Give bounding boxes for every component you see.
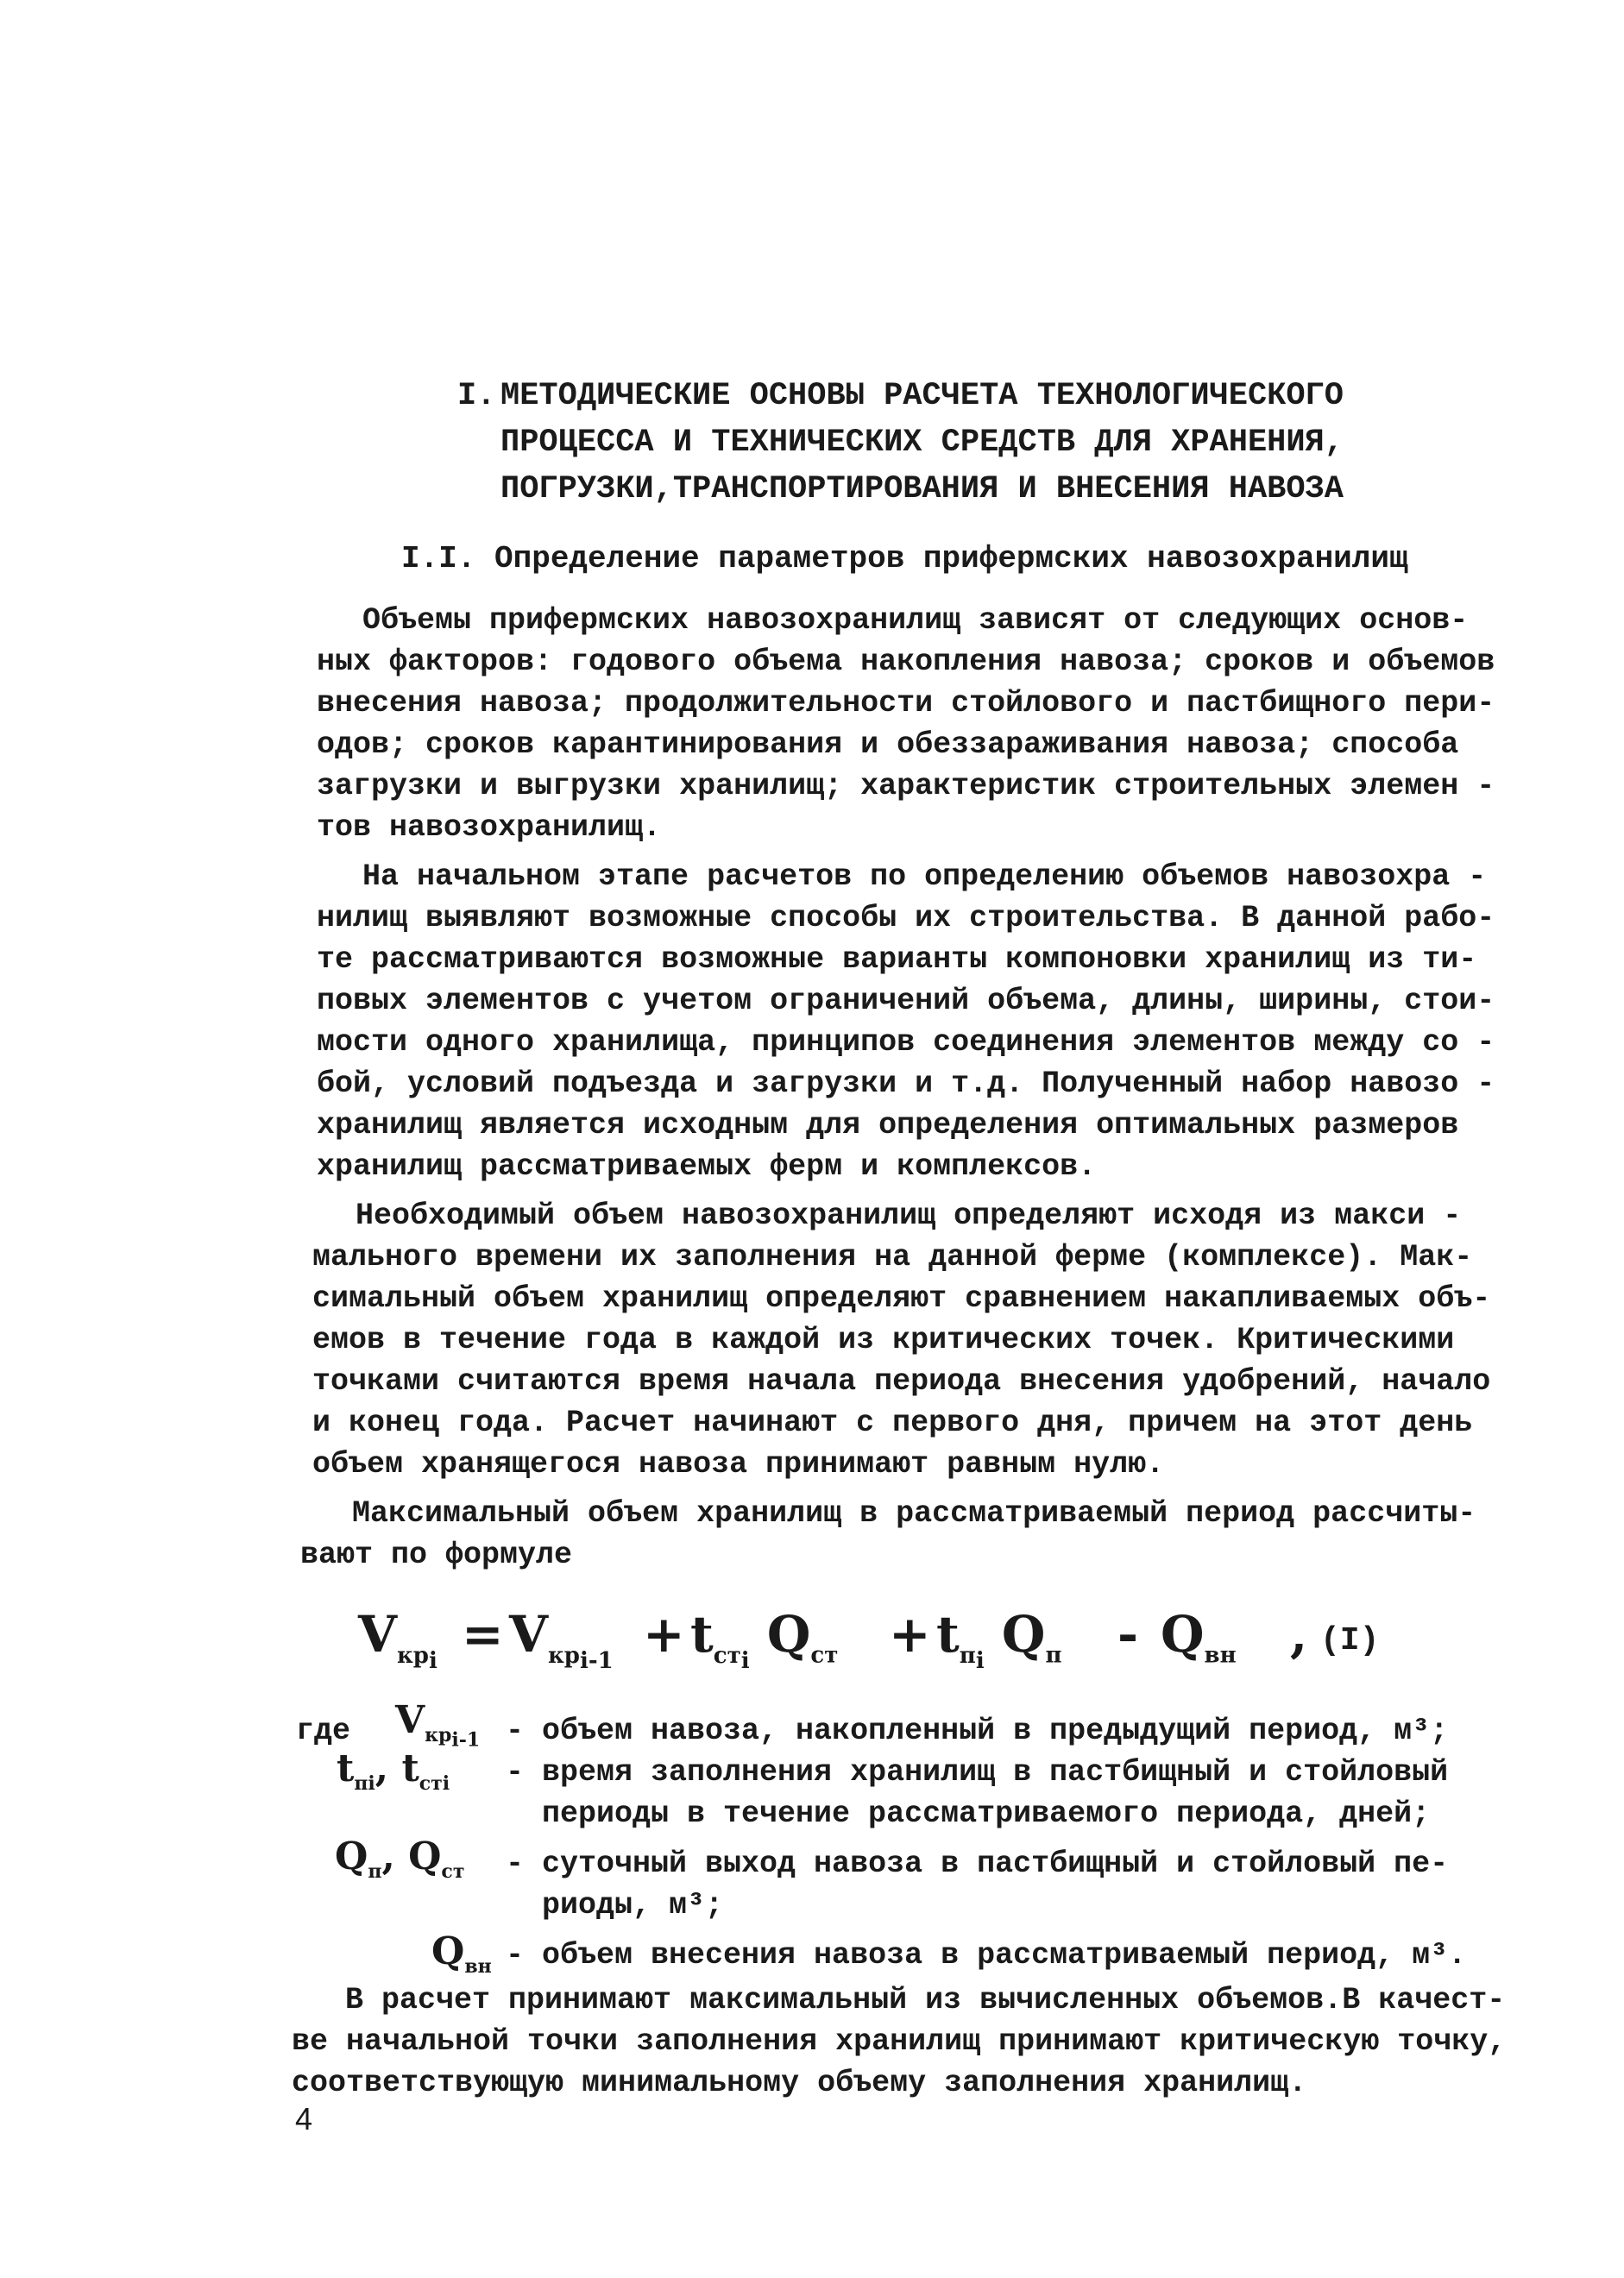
paragraph-2-line-6: бой, условий подъезда и загрузки и т.д. Полученный набор навозо - (317, 1067, 1495, 1101)
paragraph-3-line-4: емов в течение года в каждой из критических точек. Критическими (312, 1323, 1455, 1357)
paragraph-3-line-5: точками считаются время начала периода внесения удобрений, начало (312, 1364, 1491, 1399)
paragraph-2-line-4: повых элементов с учетом ограничений объема, длины, ширины, стои- (317, 984, 1495, 1018)
paragraph-1-line-6: тов навозохранилищ. (317, 810, 662, 845)
paragraph-3-line-1: Необходимый объем навозохранилищ определяют исходя из макси - (356, 1199, 1462, 1233)
paragraph-1-line-2: ных факторов: годового объема накопления навоза; сроков и объемов (317, 645, 1495, 679)
formula-term-4: $Q_{вн}$ (1161, 1605, 1237, 1669)
formula-number: (I) (1320, 1622, 1380, 1659)
formula-term-2: $t_{ст_i}$ $Q_{ст}$ (690, 1605, 839, 1674)
paragraph-1-line-5: загрузки и выгрузки хранилищ; характеристик строительных элемен - (317, 769, 1495, 803)
formula-minus: - (1117, 1605, 1139, 1664)
closing-line-3: соответствующую минимальному объему заполнения хранилищ. (292, 2066, 1307, 2100)
section-heading: I.I. Определение параметров прифермских навозохранилищ (401, 541, 1408, 576)
chapter-title-line-2: ПРОЦЕССА И ТЕХНИЧЕСКИХ СРЕДСТВ ДЛЯ ХРАНЕНИЯ, (500, 425, 1344, 461)
formula-comma: , (1290, 1605, 1308, 1664)
paragraph-4-line-1: Максимальный объем хранилищ в рассматриваемый период рассчиты- (352, 1496, 1476, 1531)
paragraph-2-line-3: те рассматриваются возможные варианты компоновки хранилищ из ти- (317, 942, 1477, 977)
chapter-number: I. (457, 378, 496, 414)
formula-term-3: $t_{п_i}$ $Q_п$ (936, 1605, 1062, 1674)
paragraph-1-line-3: внесения навоза; продолжительности стойлового и пастбищного пери- (317, 686, 1495, 721)
paragraph-2-line-1: На начальном этапе расчетов по определению объемов навозохра - (362, 859, 1487, 894)
def-2-symbol: $t_{пi}$, $t_{стi}$ (337, 1746, 450, 1795)
where-word: где (296, 1714, 351, 1748)
formula-plus-1: + (643, 1605, 685, 1664)
paragraph-4-line-2: вают по формуле (300, 1538, 573, 1572)
paragraph-2-line-8: хранилищ рассматриваемых ферм и комплексов. (317, 1149, 1097, 1184)
formula-1 (358, 1605, 1376, 1683)
paragraph-3-line-6: и конец года. Расчет начинают с первого дня, причем на этот день (312, 1406, 1473, 1440)
paragraph-3-line-7: объем хранящегося навоза принимают равным нулю. (312, 1447, 1165, 1482)
def-1-text: - объем навоза, накопленный в предыдущий период, м³; (506, 1714, 1449, 1748)
formula-equals: = (462, 1605, 504, 1664)
formula-plus-2: + (889, 1605, 931, 1664)
formula-lhs: $V_{кр_i}$ (358, 1605, 437, 1674)
paragraph-1-line-1: Объемы прифермских навозохранилищ зависят от следующих основ- (362, 603, 1469, 638)
formula-term-1: $V_{кр_{i-1}}$ (509, 1605, 614, 1674)
paragraph-2-line-7: хранилищ является исходным для определения оптимальных размеров (317, 1108, 1459, 1142)
def-3-text: - суточный выход навоза в пастбищный и стойловый пе- (506, 1847, 1449, 1881)
paragraph-2-line-2: нилищ выявляют возможные способы их строительства. В данной рабо- (317, 901, 1495, 935)
page-number: 4 (295, 2101, 313, 2136)
def-1-symbol: $V_{кр_{i-1}}$ (395, 1698, 481, 1752)
paragraph-3-line-2: мального времени их заполнения на данной ферме (комплексе). Мак- (312, 1240, 1473, 1274)
def-2-text: - время заполнения хранилищ в пастбищный и стойловый (506, 1755, 1449, 1790)
chapter-title-line-1: МЕТОДИЧЕСКИЕ ОСНОВЫ РАСЧЕТА ТЕХНОЛОГИЧЕСКОГО (500, 378, 1344, 414)
chapter-title-line-3: ПОГРУЗКИ,ТРАНСПОРТИРОВАНИЯ И ВНЕСЕНИЯ НАВОЗА (500, 471, 1344, 507)
def-4-text: - объем внесения навоза в рассматриваемый период, м³. (506, 1938, 1467, 1973)
paragraph-2-line-5: мости одного хранилища, принципов соединения элементов между со - (317, 1025, 1495, 1060)
def-4-symbol: $Q_{вн}$ (431, 1929, 492, 1978)
paragraph-1-line-4: одов; сроков карантинирования и обеззараживания навоза; способа (317, 727, 1459, 762)
def-2-text-cont: периоды в течение рассматриваемого периода, дней; (542, 1797, 1431, 1831)
paragraph-3-line-3: симальный объем хранилищ определяют сравнением накапливаемых объ- (312, 1281, 1491, 1316)
def-3-text-cont: риоды, м³; (542, 1888, 724, 1922)
closing-line-2: ве начальной точки заполнения хранилищ принимают критическую точку, (292, 2024, 1507, 2059)
def-3-symbol: $Q_п$, $Q_{ст}$ (335, 1834, 465, 1883)
closing-line-1: В расчет принимают максимальный из вычисленных объемов.В качест- (345, 1983, 1506, 2017)
